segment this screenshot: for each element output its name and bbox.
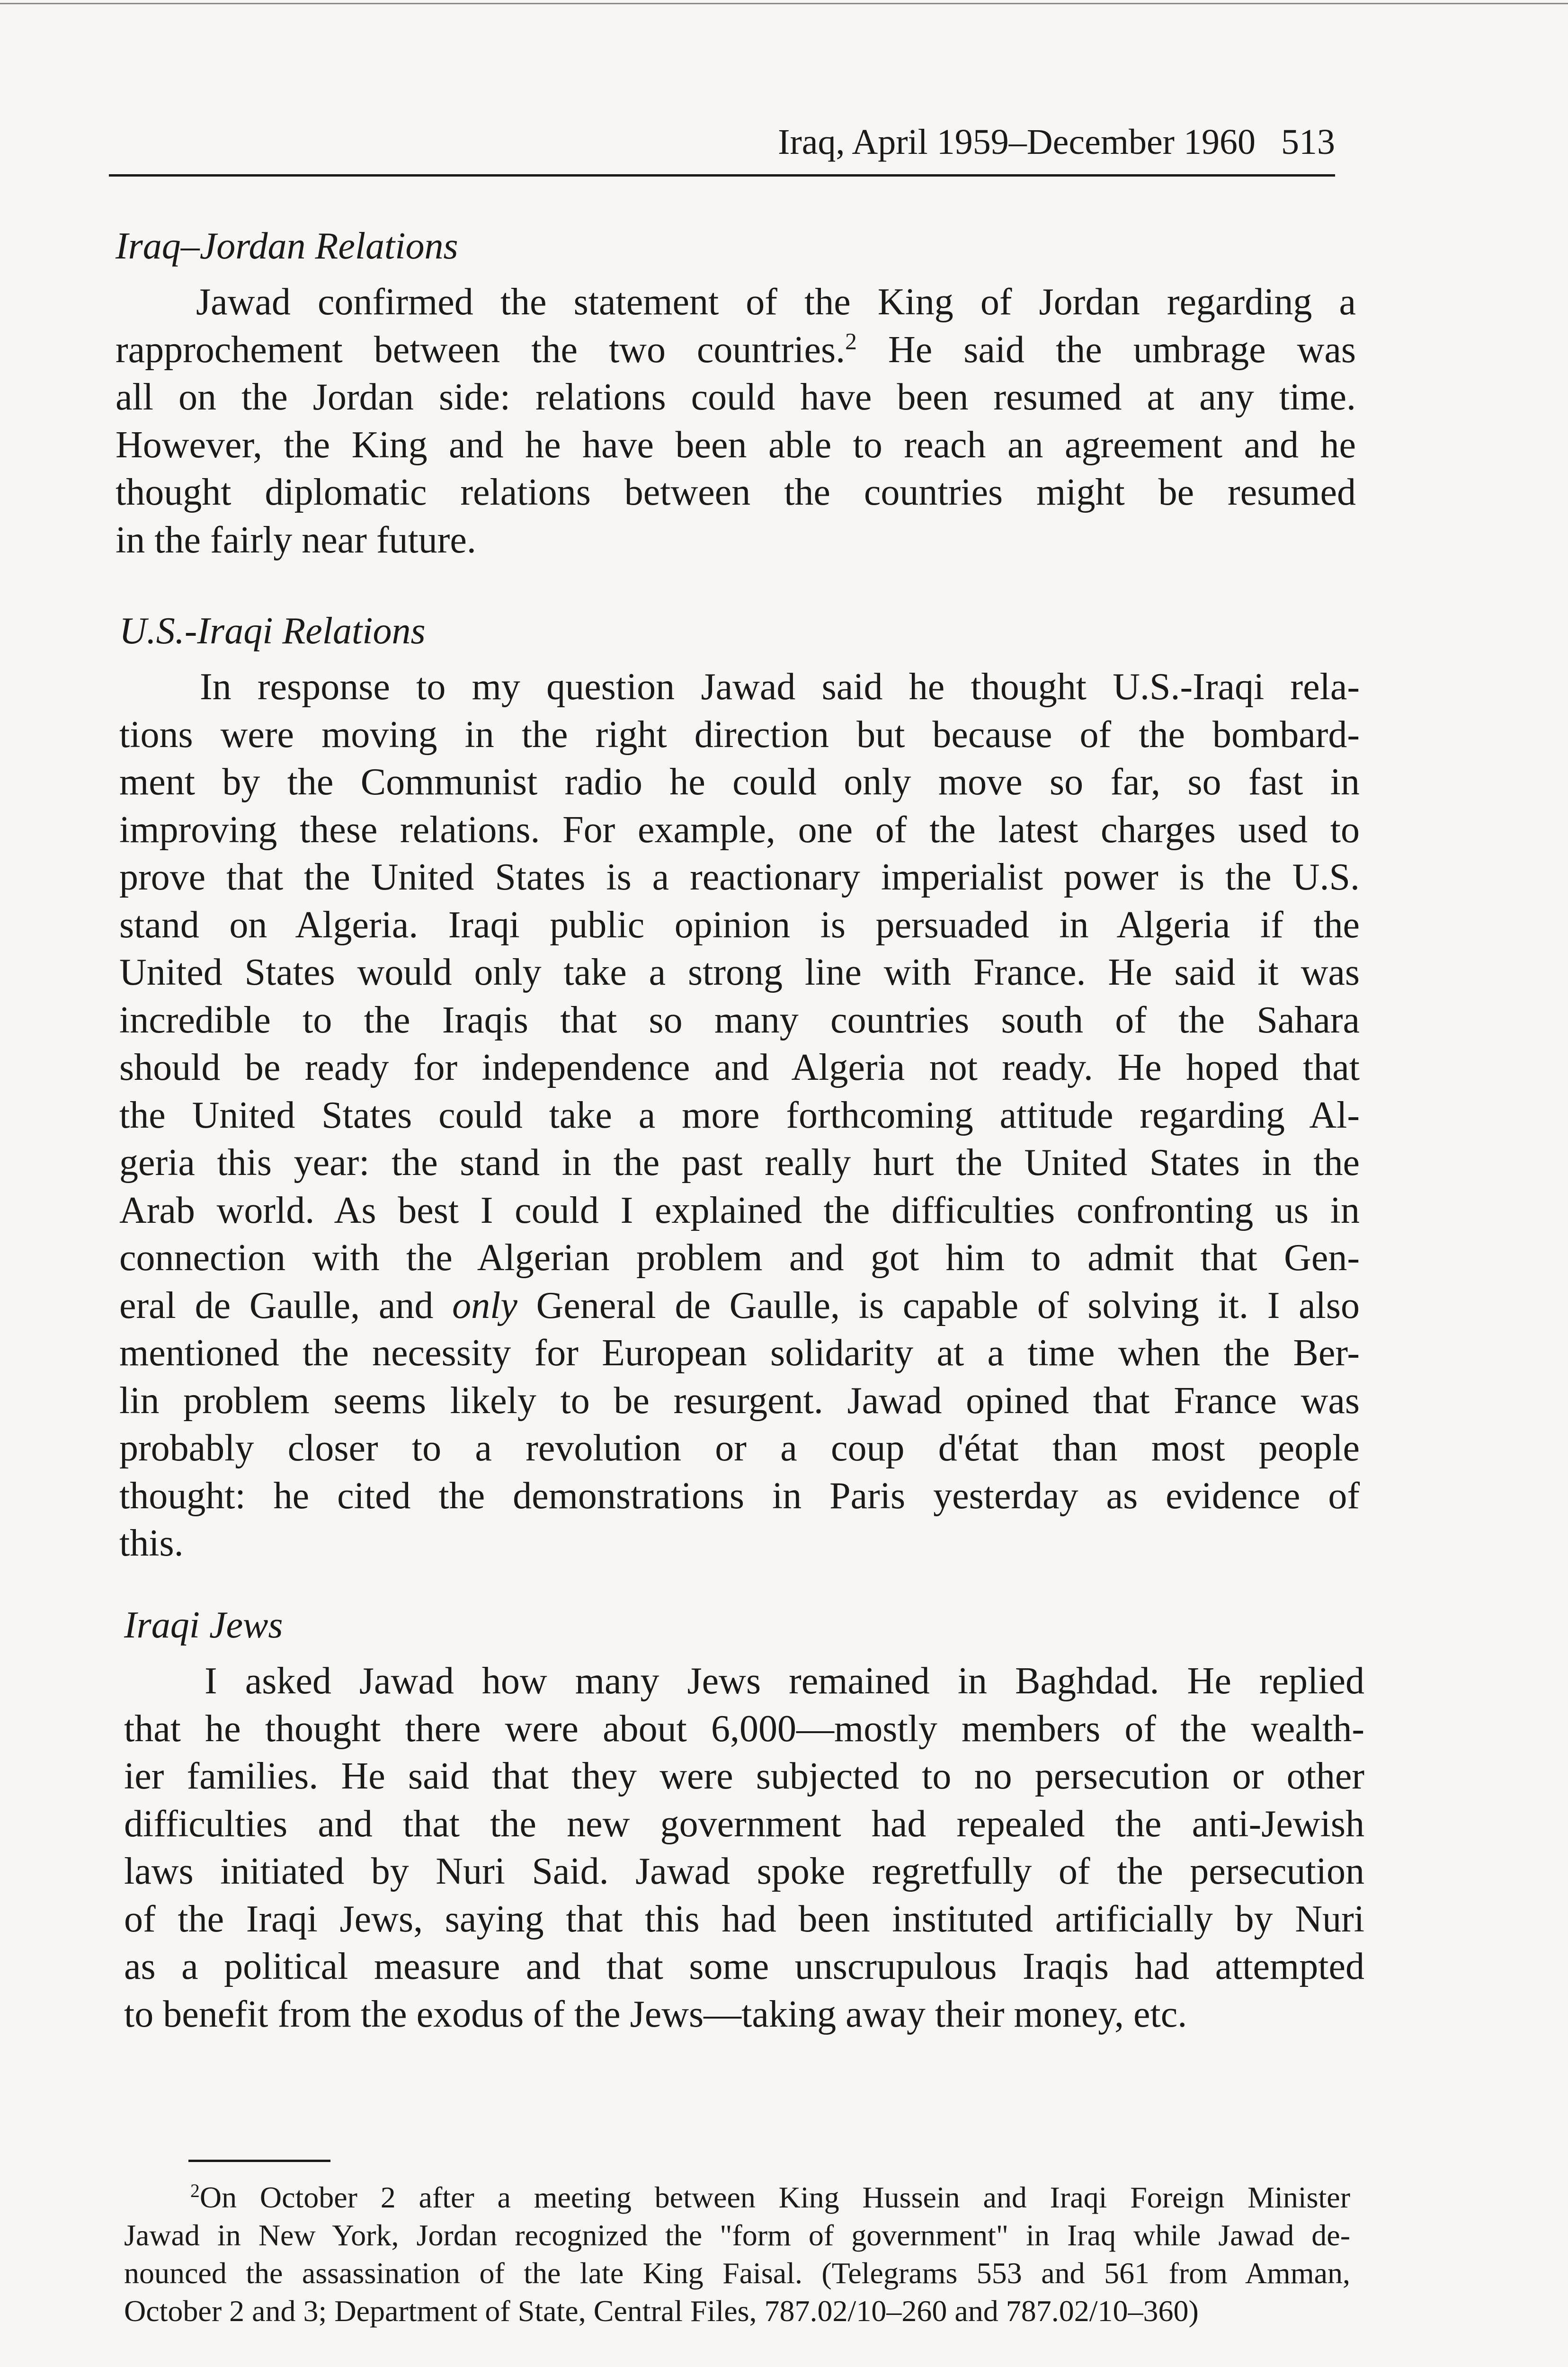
text-line: the United States could take a more forthcoming attitude regarding Al- xyxy=(119,1094,1360,1136)
section-heading: U.S.-Iraqi Relations xyxy=(119,610,426,652)
footnote-line: nounced the assassination of the late King Faisal. (Telegrams 553 and 561 from Amman, xyxy=(124,2256,1350,2290)
footnote-line: October 2 and 3; Department of State, Central Files, 787.02/10–260 and 787.02/10–360) xyxy=(124,2294,1199,2328)
text-line-part: rapprochement between the two countries. xyxy=(116,329,846,371)
header-rule xyxy=(109,174,1335,177)
section-heading: Iraq–Jordan Relations xyxy=(116,225,458,267)
text-line: should be ready for independence and Algeria not ready. He hoped that xyxy=(119,1047,1360,1088)
running-head xyxy=(682,118,1335,166)
footnote-line xyxy=(124,2179,1350,2216)
text-line-part: He said the umbrage was xyxy=(888,329,1356,371)
text-line: as a political measure and that some unscrupulous Iraqis had attempted xyxy=(124,1946,1364,1987)
running-title: Iraq, April 1959–December 1960 xyxy=(778,122,1256,162)
text-line: I asked Jawad how many Jews remained in Baghdad. He replied xyxy=(205,1660,1364,1702)
text-line-part: General de Gaulle, is capable of solving it. I also xyxy=(536,1284,1360,1326)
text-line: this. xyxy=(119,1522,184,1564)
text-line: incredible to the Iraqis that so many countries south of the Sahara xyxy=(119,999,1360,1041)
text-line: Arab world. As best I could I explained the difficulties confronting us in xyxy=(119,1189,1360,1231)
footnote-marker: 2 xyxy=(190,2180,200,2202)
text-line: geria this year: the stand in the past really hurt the United States in the xyxy=(119,1142,1360,1184)
footnote-line: Jawad in New York, Jordan recognized the "form of government" in Iraq while Jawad de- xyxy=(124,2218,1350,2252)
text-line: in the fairly near future. xyxy=(116,519,476,561)
text-line: thought: he cited the demonstrations in Paris yesterday as evidence of xyxy=(119,1475,1360,1517)
text-line: that he thought there were about 6,000—mostly members of the wealth- xyxy=(124,1708,1364,1750)
paragraph xyxy=(116,278,1356,564)
footnote-rule xyxy=(188,2160,330,2162)
page-top-edge xyxy=(0,3,1568,4)
text-line xyxy=(119,1282,1360,1330)
section-heading: Iraqi Jews xyxy=(124,1604,283,1646)
text-line xyxy=(116,326,1356,374)
section-iraqi-jews xyxy=(124,1602,1364,2038)
paragraph xyxy=(119,663,1360,1567)
text-line: lin problem seems likely to be resurgent. Jawad opined that France was xyxy=(119,1379,1360,1422)
text-line: ment by the Communist radio he could only move so far, so fast in xyxy=(119,761,1360,803)
text-line: difficulties and that the new government had repealed the anti-Jewish xyxy=(124,1803,1364,1845)
text-line: tions were moving in the right direction but because of the bombard- xyxy=(119,713,1360,756)
text-line: Jawad confirmed the statement of the King of Jordan regarding a xyxy=(196,281,1356,323)
paragraph xyxy=(124,1657,1364,2038)
text-line: improving these relations. For example, one of the latest charges used to xyxy=(119,809,1360,851)
footnote-reference: 2 xyxy=(845,328,857,355)
text-line: all on the Jordan side: relations could have been resumed at any time. xyxy=(116,376,1356,418)
footnote xyxy=(124,2179,1350,2330)
text-line: mentioned the necessity for European solidarity at a time when the Ber- xyxy=(119,1332,1360,1374)
text-line: In response to my question Jawad said he thought U.S.-Iraqi rela- xyxy=(200,666,1360,708)
text-line: prove that the United States is a reactionary imperialist power is the U.S. xyxy=(119,856,1360,898)
emphasis: only xyxy=(452,1284,517,1326)
text-line: to benefit from the exodus of the Jews—taking away their money, etc. xyxy=(124,1993,1187,2035)
page-number: 513 xyxy=(1281,122,1335,162)
text-line: probably closer to a revolution or a coup d'état than most people xyxy=(119,1427,1360,1469)
section-us-iraqi-relations xyxy=(119,607,1360,1567)
text-line-part: eral de Gaulle, and xyxy=(119,1284,434,1326)
text-line: of the Iraqi Jews, saying that this had been instituted artificially by Nuri xyxy=(124,1898,1364,1940)
text-line: ier families. He said that they were subjected to no persecution or other xyxy=(124,1755,1364,1797)
text-line: laws initiated by Nuri Said. Jawad spoke regretfully of the persecution xyxy=(124,1851,1364,1892)
footnote-text: On October 2 after a meeting between King Hussein and Iraqi Foreign Minister xyxy=(199,2180,1350,2214)
section-iraq-jordan-relations xyxy=(116,222,1356,564)
text-line: connection with the Algerian problem and got him to admit that Gen- xyxy=(119,1237,1360,1279)
text-line: stand on Algeria. Iraqi public opinion is persuaded in Algeria if the xyxy=(119,904,1360,946)
text-line: thought diplomatic relations between the countries might be resumed xyxy=(116,472,1356,513)
text-line: United States would only take a strong line with France. He said it was xyxy=(119,952,1360,993)
text-line: However, the King and he have been able to reach an agreement and he xyxy=(116,424,1356,466)
